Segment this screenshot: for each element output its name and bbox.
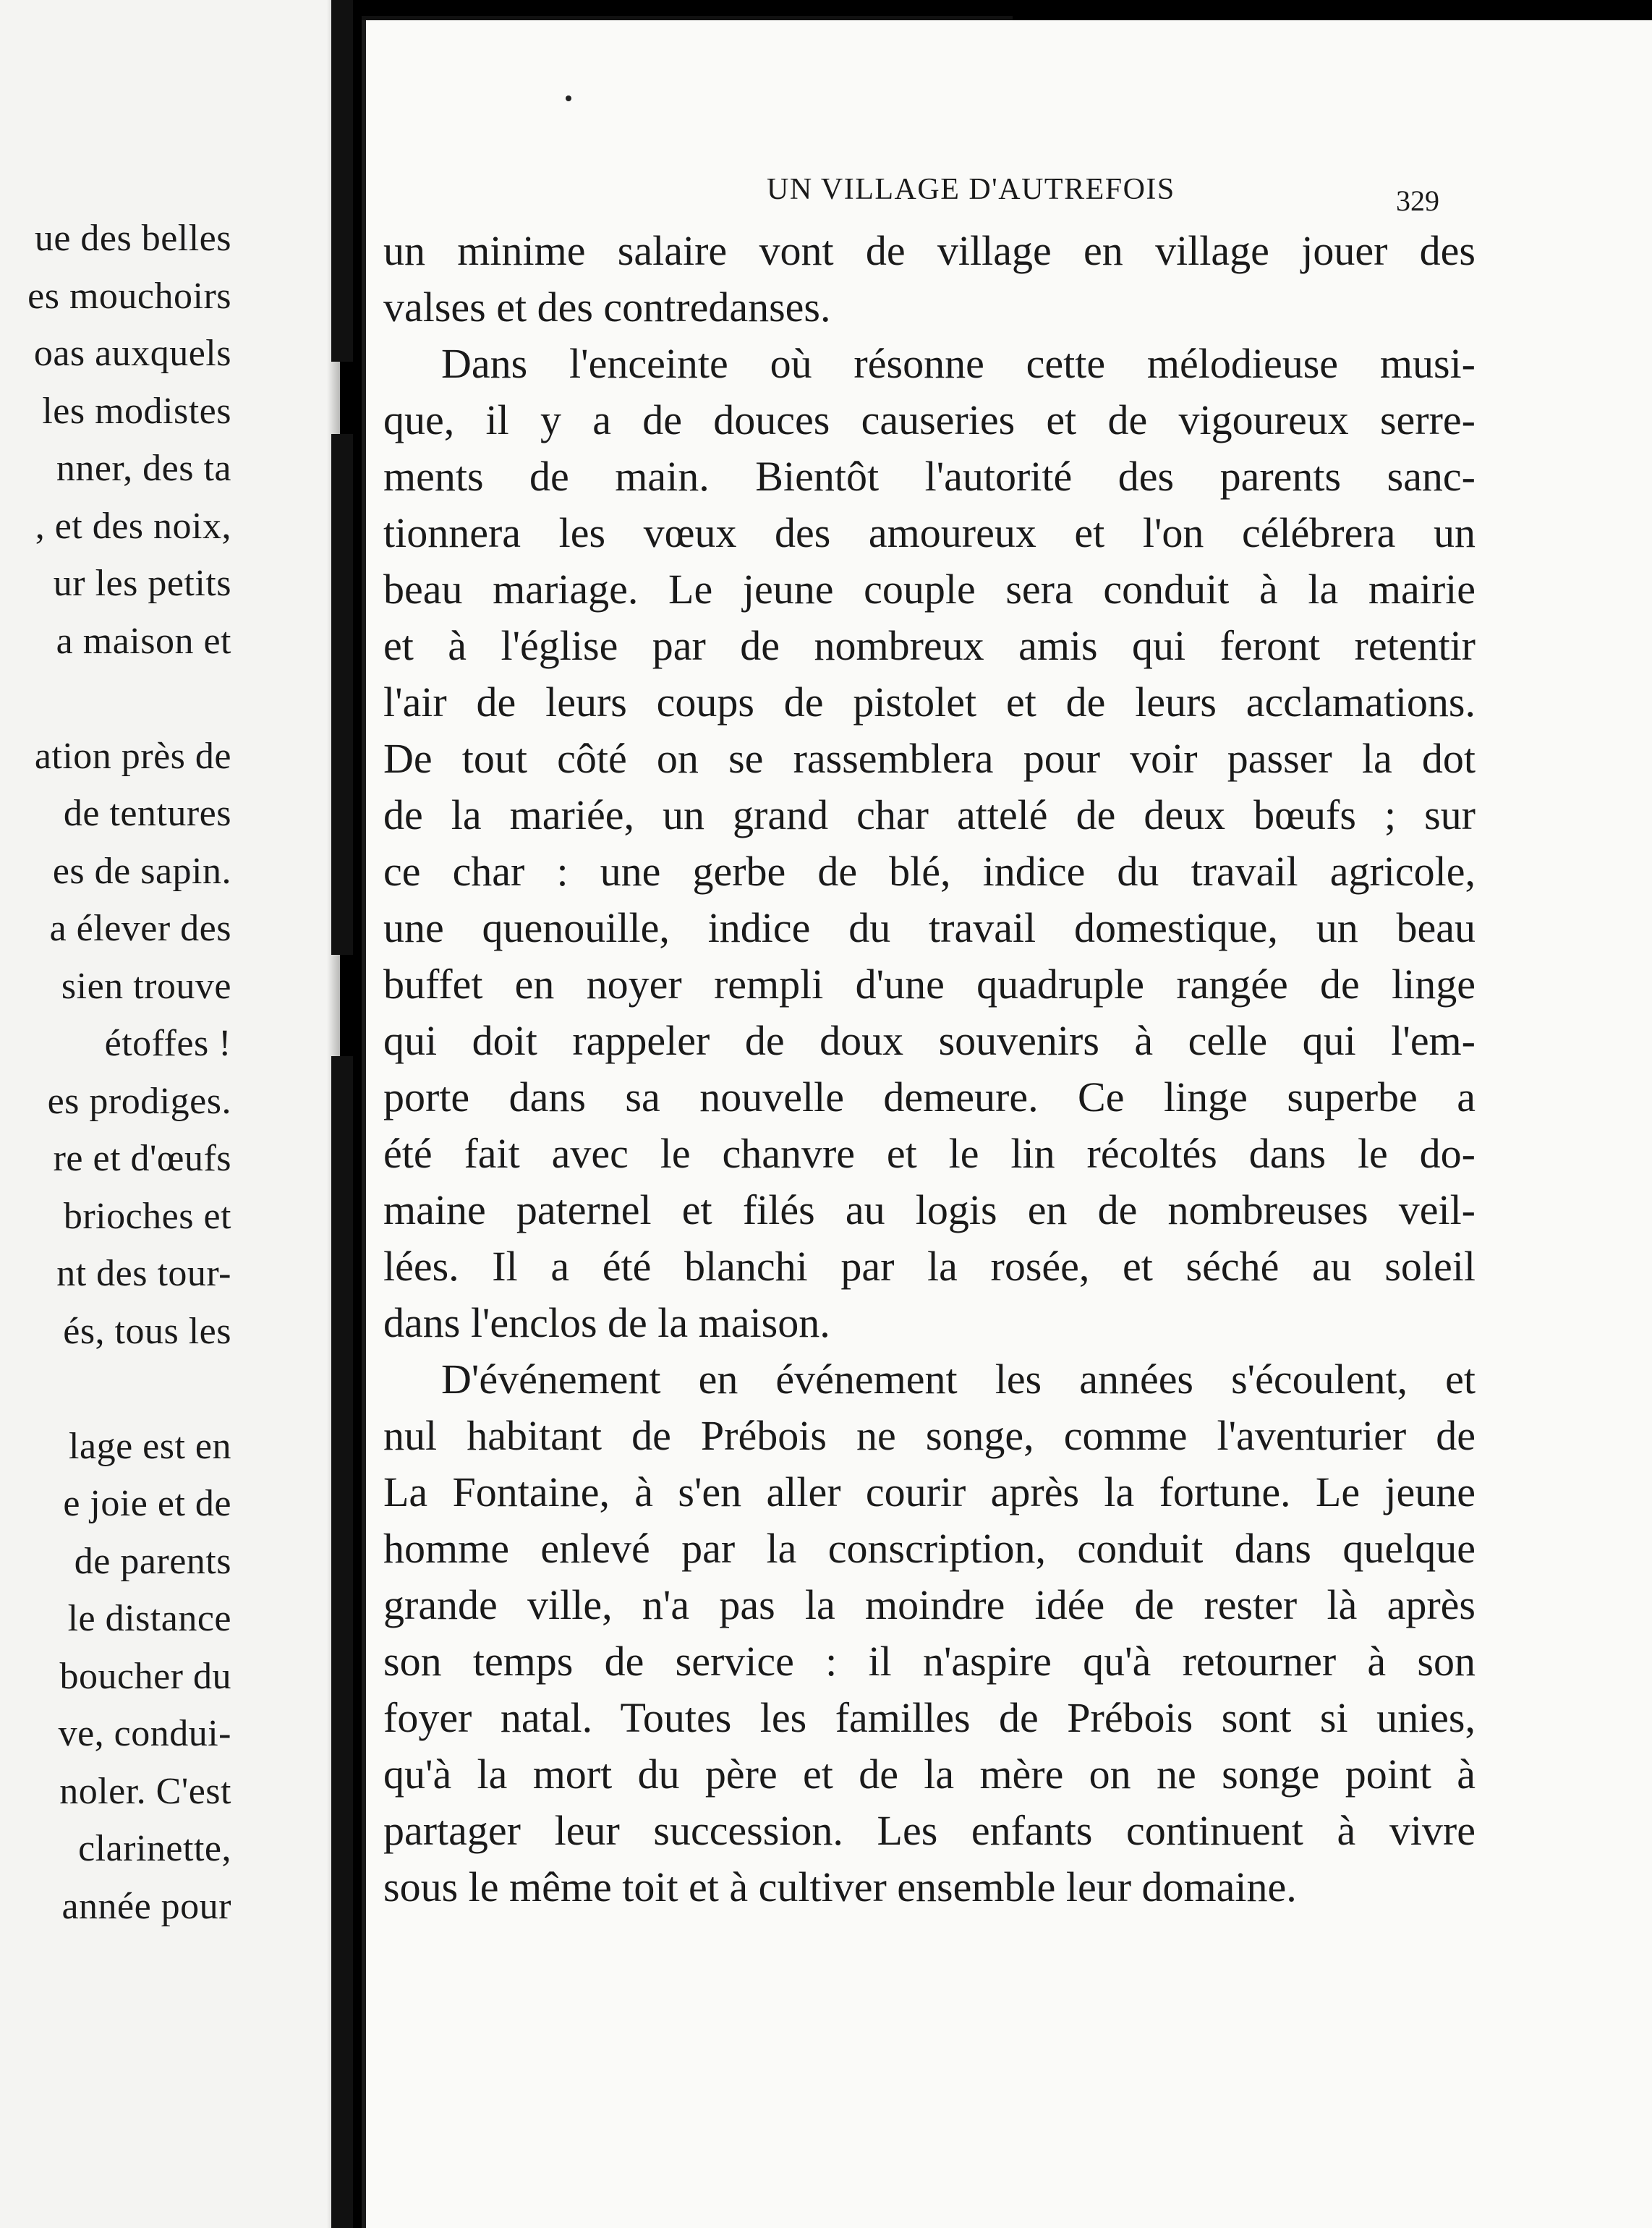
left-page-line: ve, condui- (58, 1713, 231, 1754)
left-page-line: es de sapin. (52, 850, 231, 892)
left-page-line: , et des noix, (35, 505, 231, 547)
running-title: UN VILLAGE D'AUTREFOIS (767, 173, 1175, 206)
body-line: son temps de service : il n'aspire qu'à retourner à son (383, 1638, 1476, 1685)
body-line: de la mariée, un grand char attelé de deux bœufs ; sur (383, 791, 1476, 838)
gutter-strip-middle (331, 434, 353, 955)
left-page-line: nner, des ta (56, 448, 231, 489)
body-line: ments de main. Bientôt l'autorité des parents sanc- (383, 453, 1476, 500)
body-line: un minime salaire vont de village en village jouer des (383, 227, 1476, 274)
body-line: foyer natal. Toutes les familles de Prébois sont si unies, (383, 1694, 1476, 1741)
body-line: homme enlevé par la conscription, conduit dans quelque (383, 1525, 1476, 1572)
body-line: porte dans sa nouvelle demeure. Ce linge superbe a (383, 1073, 1476, 1121)
left-page-line: le distance (67, 1598, 231, 1639)
left-page-line: és, tous les (63, 1310, 231, 1352)
left-page-line: es mouchoirs (27, 275, 231, 317)
body-line: sous le même toit et à cultiver ensemble leur domaine. (383, 1863, 1297, 1910)
right-page-edge (362, 20, 366, 2228)
body-line: et à l'église par de nombreux amis qui feront retentir (383, 622, 1476, 669)
left-page-line: a élever des (49, 908, 231, 949)
body-line: l'air de leurs coups de pistolet et de leurs acclamations. (383, 679, 1476, 726)
left-page-line: es prodiges. (47, 1080, 231, 1122)
left-page-line: boucher du (59, 1655, 231, 1697)
body-line: buffet en noyer rempli d'une quadruple rangée de linge (383, 961, 1476, 1008)
body-line: Dans l'enceinte où résonne cette mélodieuse musi- (441, 340, 1476, 387)
body-line: partager leur succession. Les enfants continuent à vivre (383, 1807, 1476, 1854)
body-text (383, 223, 1476, 1916)
body-line: beau mariage. Le jeune couple sera conduit à la mairie (383, 566, 1476, 613)
body-line: La Fontaine, à s'en aller courir après la fortune. Le jeune (383, 1468, 1476, 1515)
body-line: que, il y a de douces causeries et de vigoureux serre- (383, 396, 1476, 443)
left-page-line: étoffes ! (104, 1023, 231, 1064)
page-number: 329 (1396, 184, 1439, 217)
body-line: une quenouille, indice du travail domestique, un beau (383, 904, 1476, 951)
body-line: ce char : une gerbe de blé, indice du travail agricole, (383, 848, 1476, 895)
left-page-line: a maison et (56, 620, 231, 662)
body-line: qui doit rappeler de doux souvenirs à celle qui l'em- (383, 1017, 1476, 1064)
body-line: lées. Il a été blanchi par la rosée, et séché au soleil (383, 1243, 1476, 1290)
body-line: De tout côté on se rassemblera pour voir passer la dot (383, 735, 1476, 782)
left-page-line: année pour (61, 1885, 231, 1927)
body-line: nul habitant de Prébois ne songe, comme l'aventurier de (383, 1412, 1476, 1459)
body-line: tionnera les vœux des amoureux et l'on célébrera un (383, 509, 1476, 556)
left-page-line: lage est en (69, 1425, 231, 1467)
gutter-strip-bottom (331, 1056, 353, 2228)
ink-dot (566, 95, 571, 101)
body-line: D'événement en événement les années s'écoulent, et (441, 1356, 1476, 1403)
left-page-line: noler. C'est (59, 1770, 231, 1812)
left-page-line: clarinette, (78, 1828, 231, 1869)
body-line: grande ville, n'a pas la moindre idée de rester là après (383, 1581, 1476, 1628)
left-page-line: nt des tour- (56, 1253, 231, 1294)
left-page-line: oas auxquels (33, 333, 231, 374)
left-page-fragment (0, 0, 340, 2228)
left-page-line: ue des belles (34, 218, 231, 259)
left-page-line: ation près de (34, 735, 231, 777)
body-line: valses et des contredanses. (383, 284, 831, 331)
body-line: qu'à la mort du père et de la mère on ne songe point à (383, 1751, 1476, 1798)
left-page-line: les modistes (42, 390, 231, 432)
body-line: maine paternel et filés au logis en de nombreuses veil- (383, 1186, 1476, 1233)
left-page-line: sien trouve (61, 965, 231, 1007)
left-page-line: re et d'œufs (53, 1138, 231, 1179)
body-line: dans l'enclos de la maison. (383, 1299, 830, 1346)
gutter-strip-top (331, 0, 353, 362)
left-page-line: ur les petits (53, 563, 231, 604)
left-page-line: e joie et de (63, 1483, 231, 1524)
body-line: été fait avec le chanvre et le lin récoltés dans le do- (383, 1130, 1476, 1177)
left-page-line: brioches et (63, 1195, 231, 1237)
left-page-line: de parents (74, 1540, 231, 1582)
left-page-line: de tentures (63, 793, 231, 834)
